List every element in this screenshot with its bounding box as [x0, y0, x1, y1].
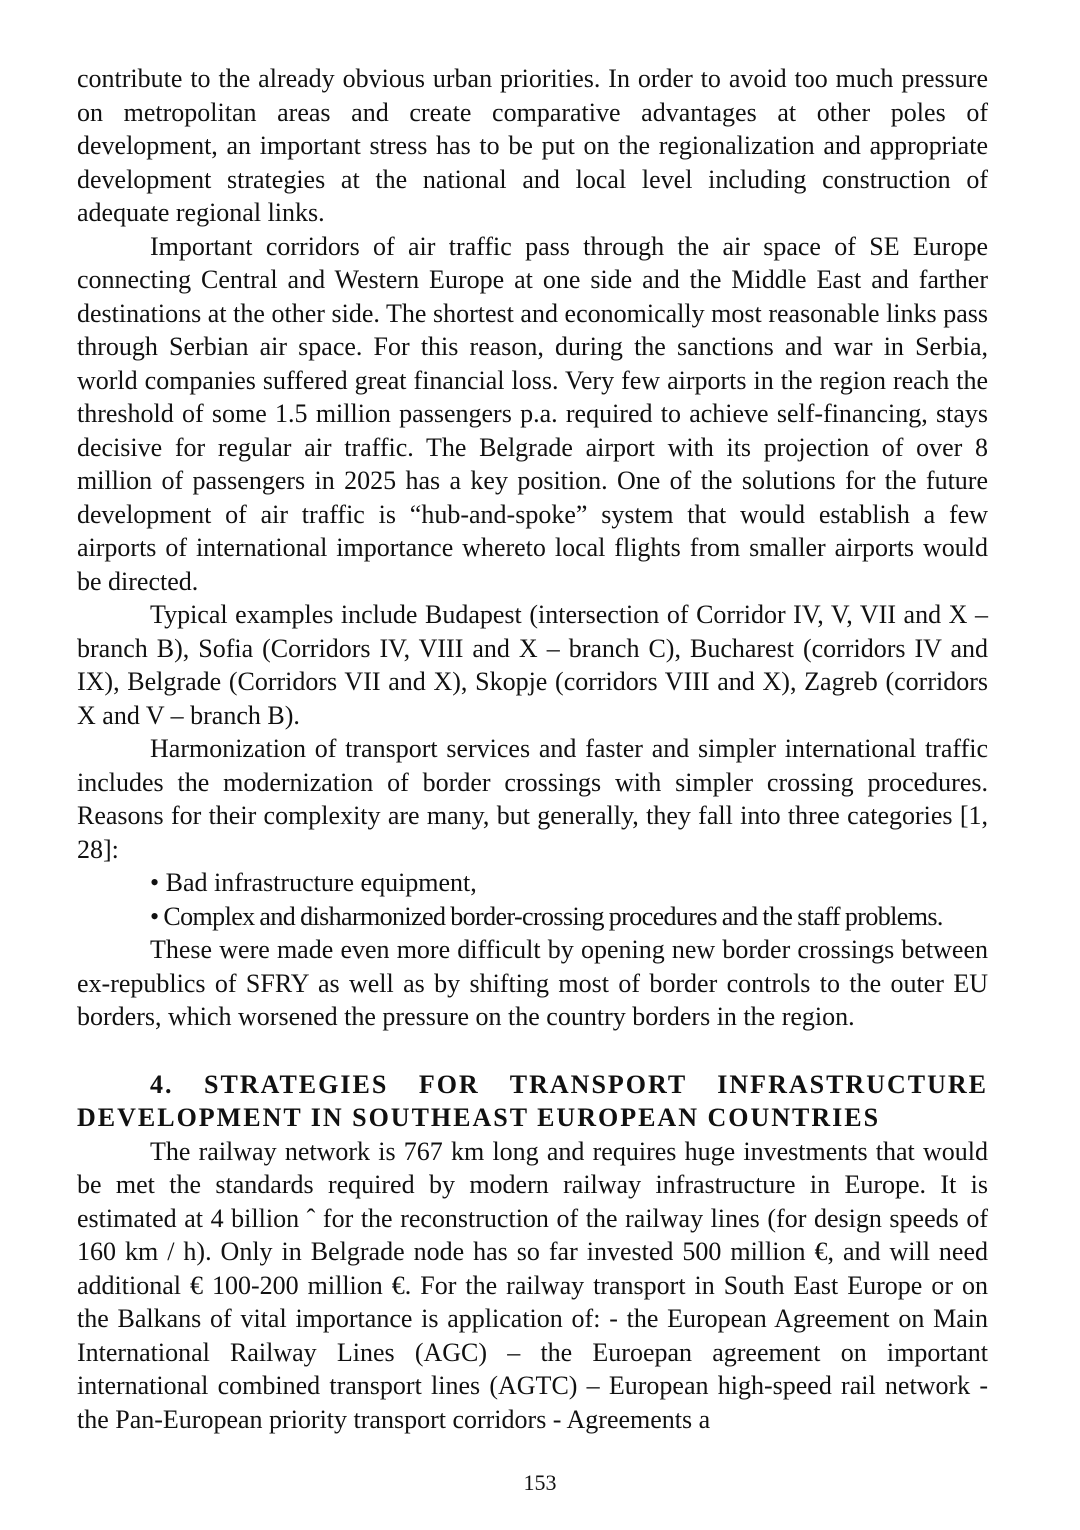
section-heading: 4. STRATEGIES FOR TRANSPORT INFRASTRUCTURE DEVELOPMENT IN SOUTHEAST EUROPEAN COUNTRIES [77, 1069, 988, 1132]
page-number: 153 [523, 1470, 557, 1495]
paragraph-border-harmonization: Harmonization of transport services and faster and simpler international traffic includes the modernization of border crossings with simpler crossing procedures. Reasons for their complexity are many, but generally, they fall into three categories [1, 28]: [77, 734, 988, 864]
page-body [77, 62, 988, 1436]
paragraph-urban-priorities: contribute to the already obvious urban priorities. In order to avoid too much pressure on metropolitan areas and create comparative advantages at other poles of development, an important stress has to be put on the regionalization and appropriate development strategies at the national and local level including construction of adequate regional links. [77, 64, 988, 227]
paragraph-railway-network: The railway network is 767 km long and requires huge investments that would be met the standards required by modern railway infrastructure in Europe. It is estimated at 4 billion ˆ for the reconstruction of the railway lines (for design speeds of 160 km / h). Only in Belgrade node has so far invested 500 million €, and will need additional € 100-200 million €. For the railway transport in South East Europe or on the Balkans of vital importance is application of: - the European Agreement on Main International Railway Lines (AGC) – the Euroepan agreement on important international combined transport lines (AGTC) – European high-speed rail network - the Pan-European priority transport corridors - Agreements a [77, 1136, 988, 1434]
paragraph-air-traffic: Important corridors of air traffic pass through the air space of SE Europe connecting Central and Western Europe at one side and the Middle East and farther destinations at the other side. The shortest and economically most reasonable links pass through Serbian air space. For this reason, during the sanctions and war in Serbia, world companies suffered great financial loss. Very few airports in the region reach the threshold of some 1.5 million passengers p.a. required to achieve self-financing, stays decisive for regular air traffic. The Belgrade airport with its projection of over 8 million of passengers in 2025 has a key position. One of the solutions for the future development of air traffic is “hub-and-spoke” system that would establish a few airports of international importance whereto local flights from smaller airports would be directed. [77, 231, 988, 596]
bullet-item: • Complex and disharmonized border-crossing procedures and the staff problems. [150, 901, 943, 931]
paragraph-border-controls: These were made even more difficult by opening new border crossings between ex-republics of SFRY as well as by shifting most of border controls to the outer EU borders, which worsened the pressure on the country borders in the region. [77, 935, 988, 1031]
bullet-item: • Bad infrastructure equipment, [150, 868, 477, 897]
paragraph-corridor-examples: Typical examples include Budapest (intersection of Corridor IV, V, VII and X – branch B), Sofia (Corridors IV, VIII and X – branch C), Bucharest (corridors IV and IX), Belgrade (Corridors VII and X), Skopje (corridors VIII and X), Zagreb (corridors X and V – branch B). [77, 600, 988, 730]
